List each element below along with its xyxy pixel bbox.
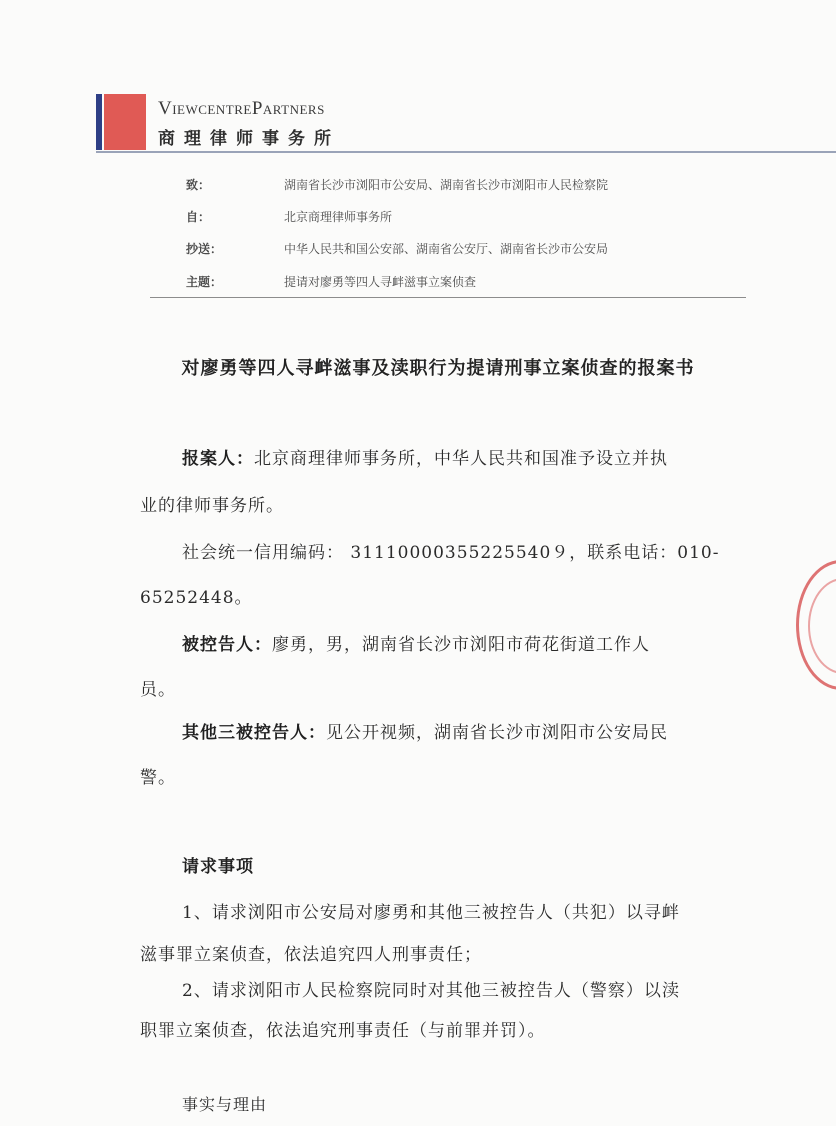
firm-name-english: ViewcentrePartners <box>158 98 325 119</box>
memo-to-value: 湖南省长沙市浏阳市公安局、湖南省长沙市浏阳市人民检察院 <box>284 178 609 192</box>
memo-from-value: 北京商理律师事务所 <box>284 210 393 224</box>
memo-from-row <box>186 208 746 230</box>
others-line-2: 警。 <box>140 768 176 788</box>
reporter-label: 报案人： <box>182 449 254 469</box>
request-1-line-2: 滋事罪立案侦查，依法追究四人刑事责任； <box>140 945 482 965</box>
memo-divider <box>150 297 746 298</box>
memo-to-row <box>186 176 746 198</box>
accused-label: 被控告人： <box>182 635 272 655</box>
others-line-1 <box>182 718 668 743</box>
others-label: 其他三被控告人： <box>182 723 326 743</box>
accused-text-1: 廖勇，男，湖南省长沙市浏阳市荷花街道工作人 <box>272 635 650 655</box>
memo-from-label: 自： <box>186 210 211 224</box>
requests-heading: 请求事项 <box>182 857 254 877</box>
credit-code-line-2: 65252448。 <box>140 588 253 608</box>
memo-subject-row <box>186 273 746 295</box>
logo-navy-bar <box>96 94 102 150</box>
memo-cc-value: 中华人民共和国公安部、湖南省公安厅、湖南省长沙市公安局 <box>284 242 609 256</box>
request-2-line-2: 职罪立案侦查，依法追究刑事责任（与前罪并罚）。 <box>140 1021 546 1041</box>
document-title: 对廖勇等四人寻衅滋事及渎职行为提请刑事立案侦查的报案书 <box>181 358 695 379</box>
memo-to-label: 致： <box>186 178 211 192</box>
memo-subject-value: 提请对廖勇等四人寻衅滋事立案侦查 <box>284 275 477 289</box>
accused-line-1 <box>182 630 650 655</box>
reporter-line-1 <box>182 444 668 469</box>
reporter-text-1: 北京商理律师事务所，中华人民共和国准予设立并执 <box>254 449 668 469</box>
accused-line-2: 员。 <box>140 680 176 700</box>
request-2-line-1: 2、请求浏阳市人民检察院同时对其他三被控告人（警察）以渎 <box>182 981 680 1001</box>
reporter-line-2: 业的律师事务所。 <box>140 496 284 516</box>
logo-red-block <box>104 94 146 150</box>
memo-subject-label: 主题： <box>186 275 223 289</box>
memo-cc-row <box>186 240 746 262</box>
firm-name-chinese: 商理律师事务所 <box>158 129 340 149</box>
facts-heading: 事实与理由 <box>182 1095 268 1114</box>
others-text-1: 见公开视频，湖南省长沙市浏阳市公安局民 <box>326 723 668 743</box>
memo-cc-label: 抄送： <box>186 242 223 256</box>
letterhead-divider <box>96 151 836 153</box>
credit-code-line-1: 社会统一信用编码： 31110000355225540９，联系电话：010- <box>182 543 720 563</box>
request-1-line-1: 1、请求浏阳市公安局对廖勇和其他三被控告人（共犯）以寻衅 <box>182 903 680 923</box>
